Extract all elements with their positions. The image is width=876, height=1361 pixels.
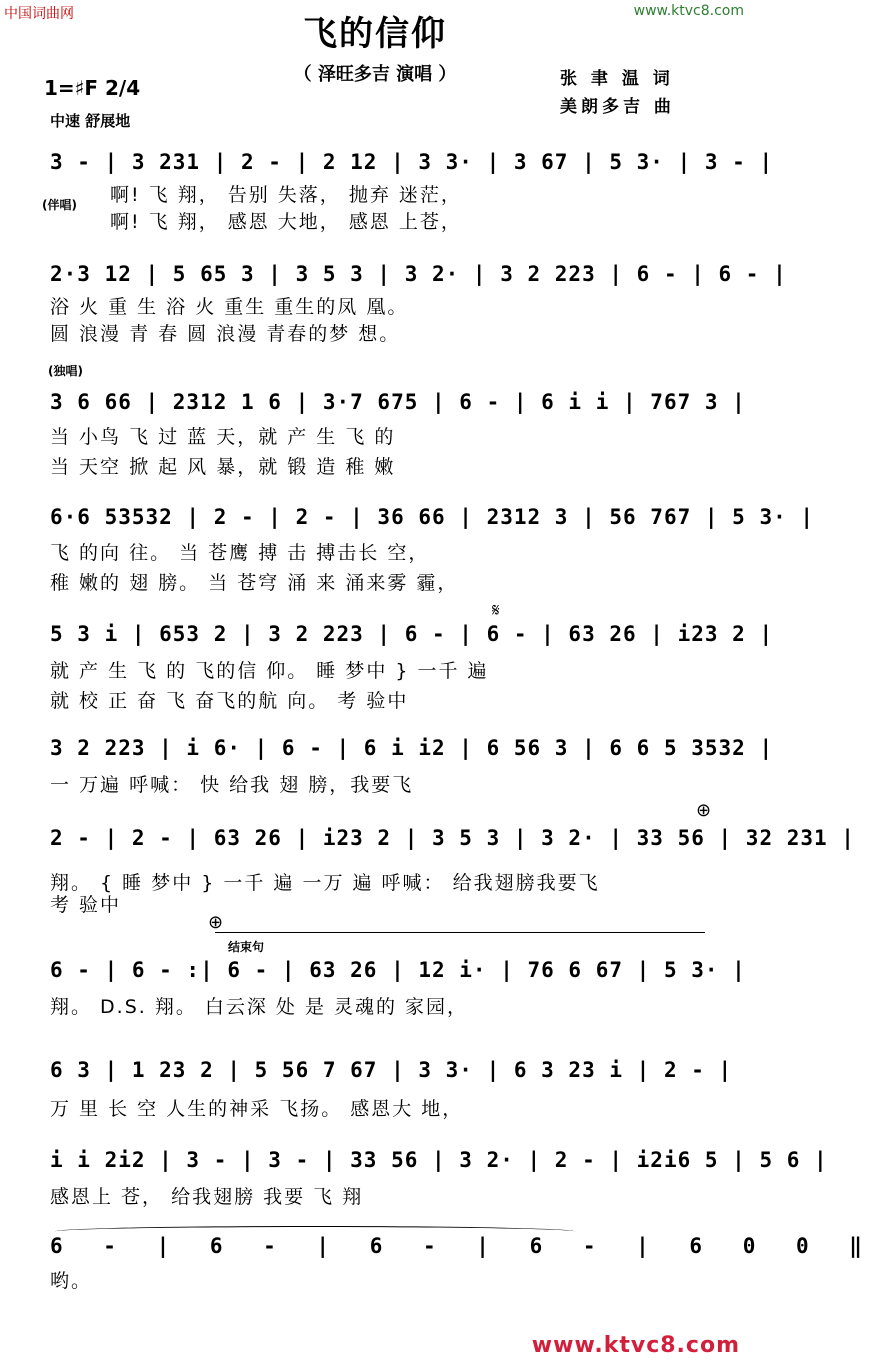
lyric-row-9: 万 里 长 空 人生的神采 飞扬。 感恩大 地，	[50, 1098, 464, 1120]
notation-row-7: 2 - | 2 - | 63 26 | i23 2 | 3 5 3 | 3 2· | 33 56 | 32 231 |	[50, 826, 855, 850]
notation-row-3: 3 6 66 | 2312 1 6 | 3·7 675 | 6 - | 6 i i | 767 3 |	[50, 390, 746, 414]
lyric-row-10: 感恩上 苍， 给我翅膀 我要 飞 翔	[50, 1186, 364, 1208]
key-signature: 1=♯F 2/4	[44, 76, 141, 100]
notation-row-5: 5 3 i | 653 2 | 3 2 223 | 6 - | 6 - | 63 26 | i23 2 |	[50, 622, 774, 646]
lyric-row-3-verse-1: 当 小鸟 飞 过 蓝 天，就 产 生 飞 的	[50, 426, 396, 448]
notation-row-11: 6 - | 6 - | 6 - | 6 - | 6 0 0 ‖	[50, 1234, 876, 1258]
coda-mark-1: ⊕	[696, 800, 712, 821]
accompaniment-label: (伴唱)	[42, 198, 77, 212]
tempo-marking: 中速 舒展地	[50, 112, 131, 130]
notation-row-8: 6 - | 6 - :| 6 - | 63 26 | 12 i· | 76 6 67 | 5 3· |	[50, 958, 746, 982]
lyric-row-2-verse-1: 浴 火 重 生 浴 火 重生 重生的凤 凰。	[50, 296, 409, 318]
lyric-row-1-verse-1: 啊! 飞 翔， 告别 失落， 抛弃 迷茫，	[110, 184, 462, 206]
segno-mark: 𝄋	[492, 600, 500, 621]
lyricist-credit: 张 聿 温 词	[560, 69, 674, 89]
notation-row-10: i i 2i2 | 3 - | 3 - | 33 56 | 3 2· | 2 - | i2i6 5 | 5 6 |	[50, 1148, 828, 1172]
lyric-row-4-verse-1: 飞 的向 往。 当 苍鹰 搏 击 搏击长 空，	[50, 542, 430, 564]
lyric-row-2-verse-2: 圆 浪漫 青 春 圆 浪漫 青春的梦 想。	[50, 323, 401, 345]
lyric-row-7-verse-2: 考 验中	[50, 894, 122, 916]
lyric-row-5-verse-2: 就 校 正 奋 飞 奋飞的航 向。 考 验中	[50, 690, 409, 712]
lyric-row-8: 翔。 D.S. 翔。 白云深 处 是 灵魂的 家园，	[50, 996, 469, 1018]
song-title: 飞的信仰	[303, 14, 447, 54]
watermark-top-right: www.ktvc8.com	[633, 3, 744, 19]
composer-credit: 美朗多吉 曲	[560, 97, 675, 117]
notation-row-4: 6·6 53532 | 2 - | 2 - | 36 66 | 2312 3 | 56 767 | 5 3· |	[50, 505, 815, 529]
coda-mark-2: ⊕	[208, 912, 224, 933]
lyric-row-1-verse-2: 啊! 飞 翔， 感恩 大地， 感恩 上苍，	[110, 211, 462, 233]
singer-line: （ 泽旺多吉 演唱 ）	[293, 64, 457, 85]
watermark-bottom-right: www.ktvc8.com	[531, 1333, 740, 1358]
lyric-row-11: 哟。	[50, 1270, 93, 1292]
ending-bracket	[215, 932, 705, 933]
notation-row-9: 6 3 | 1 23 2 | 5 56 7 67 | 3 3· | 6 3 23 i | 2 - |	[50, 1058, 733, 1082]
solo-label: (独唱)	[48, 364, 83, 378]
lyric-row-5-verse-1: 就 产 生 飞 的 飞的信 仰。 睡 梦中 } 一千 遍	[50, 660, 489, 682]
lyric-row-7-verse-1: 翔。 { 睡 梦中 } 一千 遍 一万 遍 呼喊： 给我翅膀我要飞	[50, 872, 600, 894]
lyric-row-3-verse-2: 当 天空 掀 起 风 暴，就 锻 造 稚 嫩	[50, 456, 396, 478]
lyric-row-6: 一 万遍 呼喊： 快 给我 翅 膀，我要飞	[50, 774, 414, 796]
notation-row-1: 3 - | 3 231 | 2 - | 2 12 | 3 3· | 3 67 | 5 3· | 3 - |	[50, 150, 774, 174]
lyric-row-4-verse-2: 稚 嫩的 翅 膀。 当 苍穹 涌 来 涌来雾 霾，	[50, 572, 459, 594]
notation-row-6: 3 2 223 | i 6· | 6 - | 6 i i2 | 6 56 3 | 6 6 5 3532 |	[50, 736, 774, 760]
notation-row-2: 2·3 12 | 5 65 3 | 3 5 3 | 3 2· | 3 2 223 | 6 - | 6 - |	[50, 262, 787, 286]
watermark-top-left: 中国词曲网	[4, 6, 74, 22]
ending-label: 结束句	[228, 940, 265, 954]
